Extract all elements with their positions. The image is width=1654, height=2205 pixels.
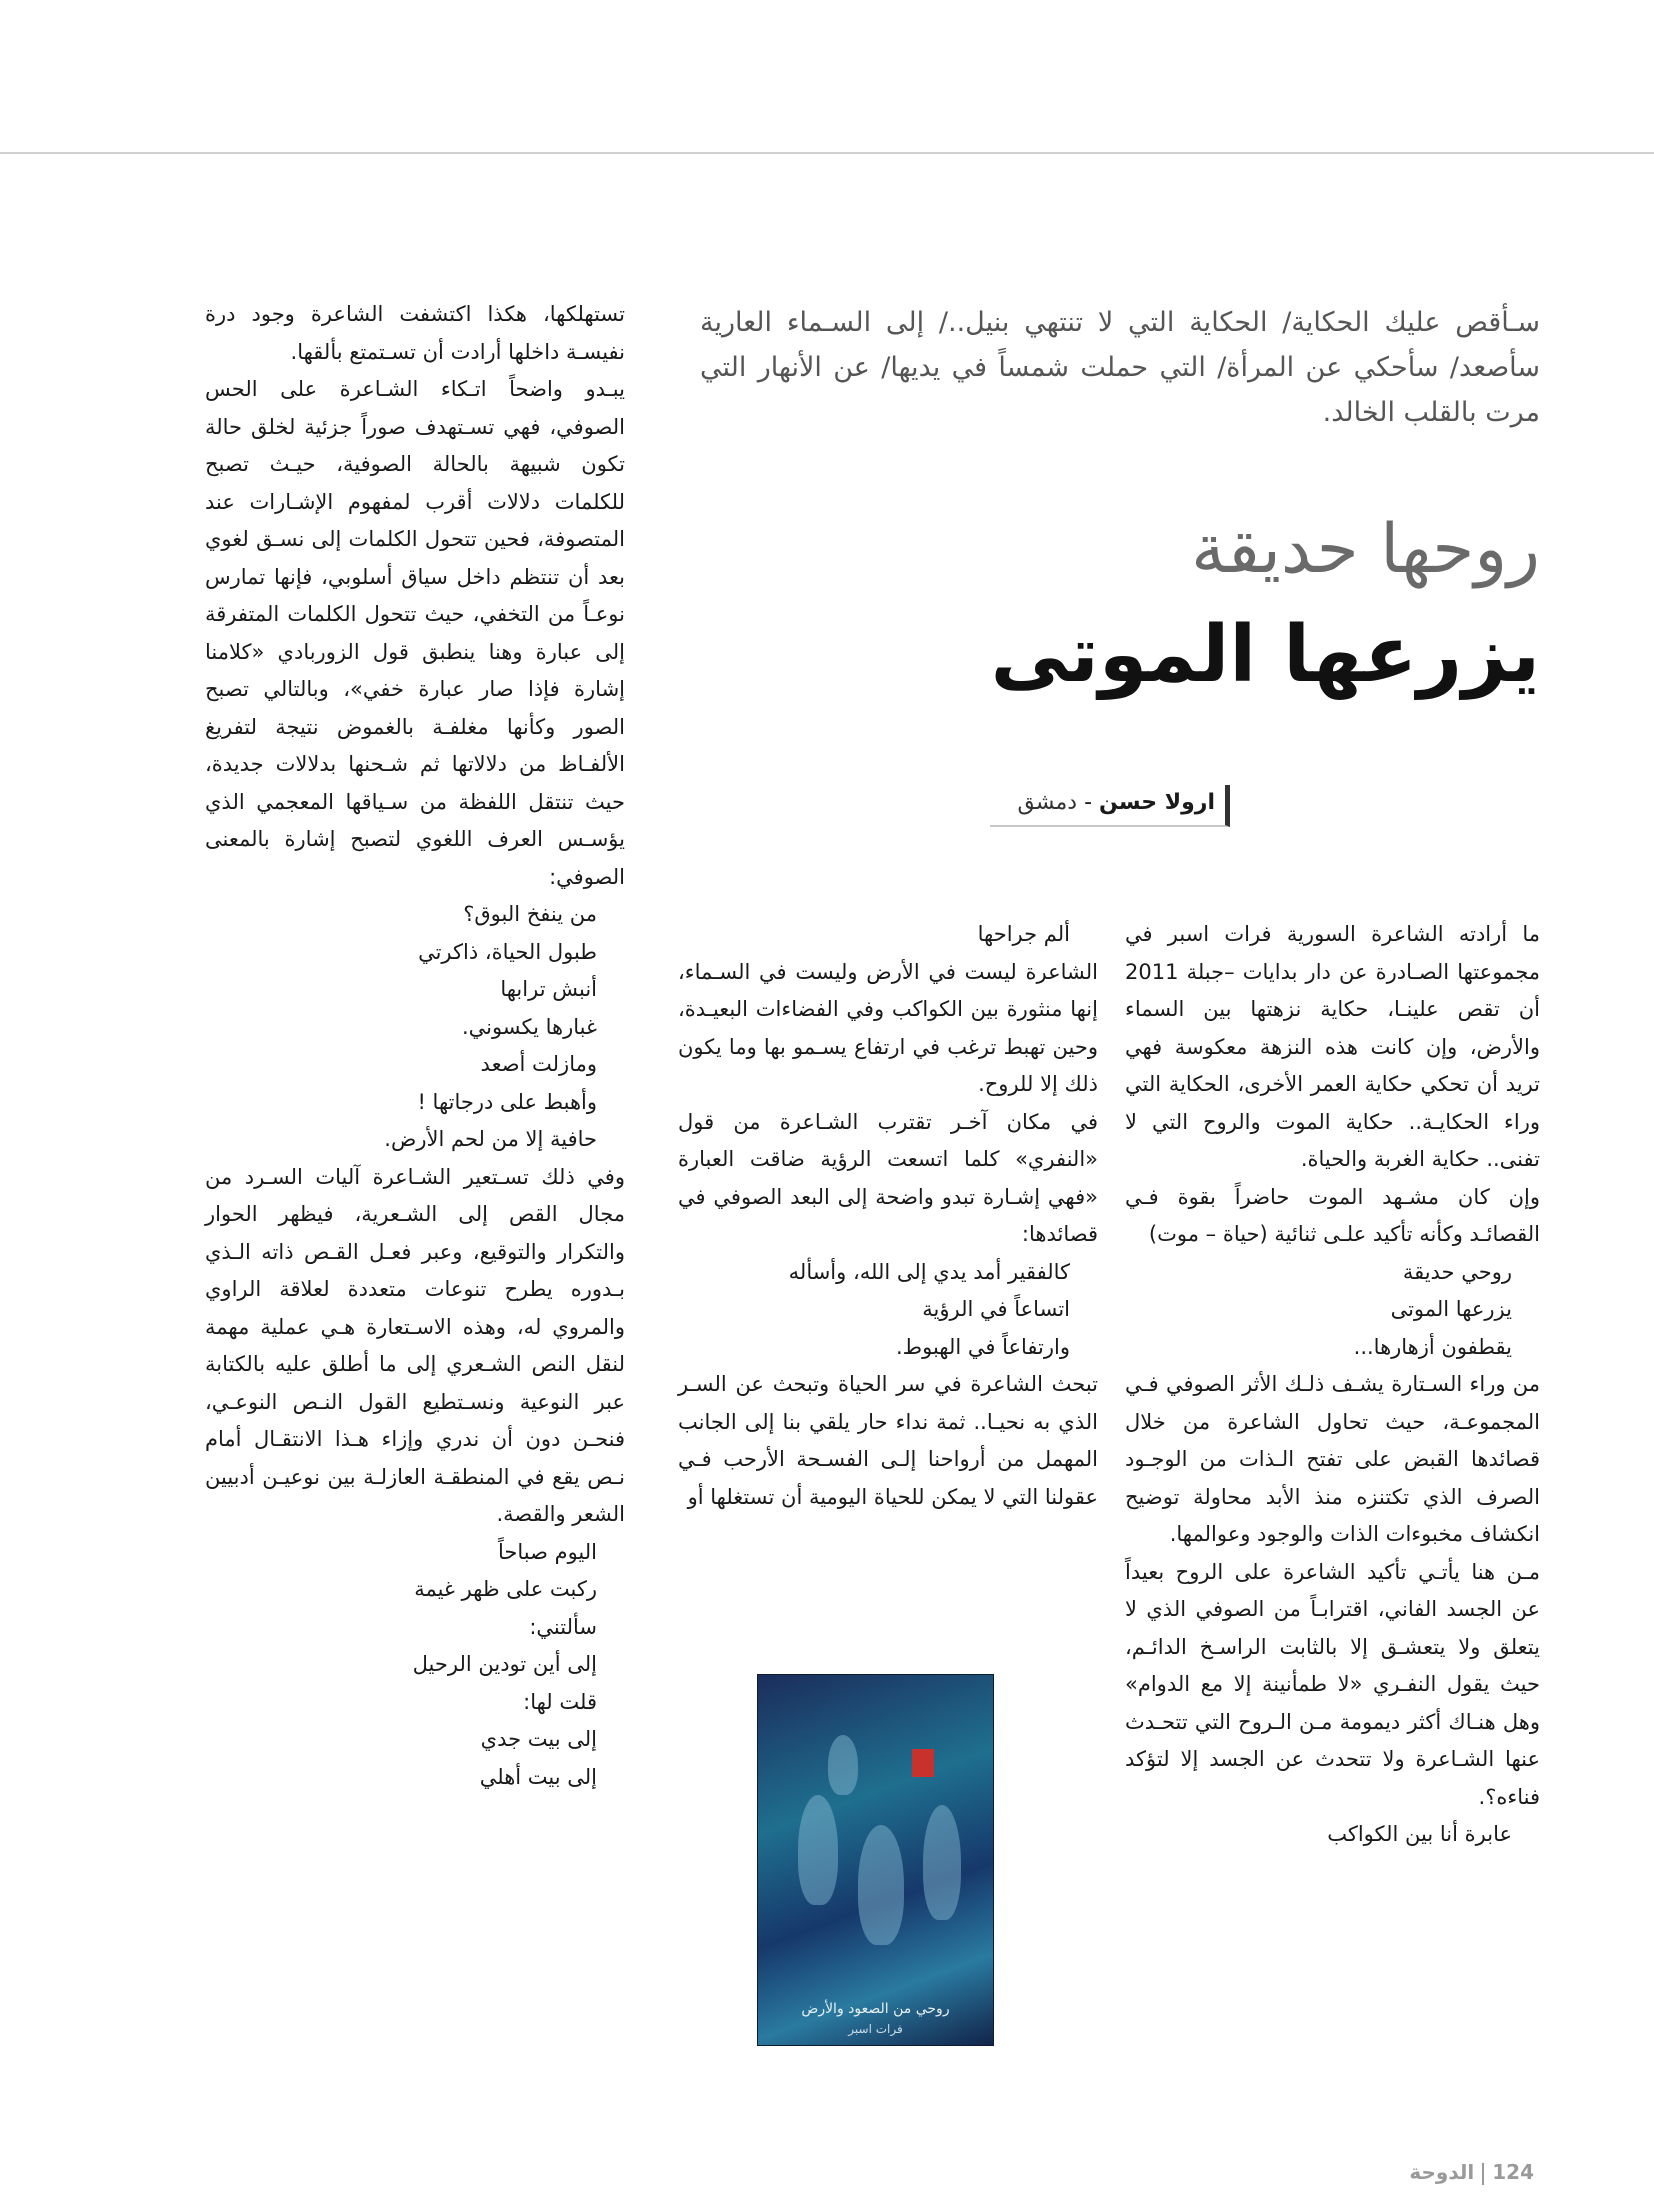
verse-line: يقطفون أزهارها... [1353, 1334, 1512, 1359]
verse-line: كالفقير أمد يدي إلى الله، وأسأله [788, 1259, 1070, 1284]
paragraph: تستهلكها، هكذا اكتشفت الشاعرة وجود درة نفيسـة داخلها أرادت أن تسـتمتع بألقها. [205, 302, 625, 364]
verse-line: اتساعاً في الرؤية [922, 1297, 1070, 1321]
verse-line: طبول الحياة، ذاكرتي [418, 939, 597, 964]
cover-figure [858, 1825, 904, 1945]
verse-line: غبارها يكسوني. [461, 1014, 597, 1039]
paragraph: الشاعرة ليست في الأرض وليست في السـماء، إنها منثورة بين الكواكب وفي الفضاءات البعيـدة، وحين تهبط ترغب في ارتفاع يسـمو بها وما يكون ذلك إلا للروح. [678, 959, 1098, 1096]
verse-line: حافية إلا من لحم الأرض. [384, 1127, 597, 1151]
author-city: دمشق [1017, 790, 1078, 815]
top-rule [0, 152, 1654, 154]
verse-line: سألتني: [529, 1614, 597, 1639]
verse-line: من ينفخ البوق؟ [463, 902, 597, 926]
verse-line: روحي حديقة [1402, 1259, 1512, 1284]
verse-line: أنبش ترابها [500, 977, 597, 1001]
title-line-1: روحها حديقة [1191, 510, 1540, 589]
paragraph: يبـدو واضحاً اتـكاء الشـاعرة على الحس الصوفي، فهي تسـتهدف صوراً جزئية لخلق حالة تكون شبيهة بالحالة الصوفية، حيـث تصبح للكلمات دلالات أقرب لمفهوم الإشـارات عند المتصوفة، فحين تتحول الكلمات إلى نسـق لغوي بعد أن تنتظم داخل سياق أسلوبي، فإنها تمارس نوعـاً من التخفي، حيث تتحول الكلمات المتفرقة إلى عبارة وهنا ينطبق قول الزوربادي «كلامنا إشارة فإذا صار عبارة خفي»، وبالتالي تصبح الصور وكأنها مغلفـة بالغموض نتيجة لتفريغ الألفـاظ من دلالاتها ثم شـحنها بدلالات جديدة، حيث تنتقل اللفظة من سـياقها المعجمي الذي يؤسـس العرف اللغوي لتصبح إشارة بالمعنى الصوفي: [205, 377, 625, 889]
column-left [205, 296, 625, 1796]
verse-line: ألم جراحها [977, 922, 1070, 946]
book-cover-image [757, 1674, 994, 2046]
paragraph: تبحث الشاعرة في سر الحياة وتبحث عن السـر الذي به نحيـا.. ثمة نداء حار يلقي بنا إلى الجانب المهمل من أرواحنا إلـى الفسـحة الأرحب فـي عقولنا التي لا يمكن للحياة اليومية أن تستغلها أو [678, 1372, 1098, 1509]
verse-line: ومازلت أصعد [480, 1052, 597, 1076]
byline [990, 785, 1230, 827]
article-title [980, 500, 1540, 710]
page-number: 124 [1492, 2160, 1534, 2184]
cover-red-mark [912, 1749, 934, 1777]
cover-figure [798, 1795, 838, 1905]
byline-separator: - [1077, 790, 1100, 815]
title-line-2: يزرعها الموتى [990, 610, 1540, 700]
cover-figure [828, 1735, 858, 1795]
cover-author: فرات اسبر [848, 2022, 903, 2036]
verse-line: يزرعها الموتى [1390, 1297, 1512, 1321]
paragraph: وإن كان مشـهد الموت حاضراً بقوة فـي القصائـد وكأنه تأكيد علـى ثنائية (حياة – موت) [1125, 1184, 1540, 1246]
footer-separator [1482, 2163, 1484, 2185]
cover-title: روحي من الصعود والأرض [801, 2001, 950, 2017]
verse-line: وارتفاعاً في الهبوط. [896, 1334, 1070, 1359]
author-name: ارولا حسن [1099, 790, 1215, 815]
magazine-name: الدوحة [1409, 2160, 1475, 2184]
verse-line: اليوم صباحاً [497, 1539, 597, 1564]
paragraph: من وراء السـتارة يشـف ذلـك الأثر الصوفي فـي المجموعـة، حيث تحاول الشاعرة من خلال قصائدها القبض على تفتح الـذات من الوجـود الصرف الذي تكتنزه منذ الأبد محاولة توضيح انكشاف مخبوءات الذات والوجود وعوالمها. [1125, 1372, 1540, 1546]
verse-line: وأهبط على درجاتها ! [417, 1089, 597, 1114]
verse-line: إلى بيت أهلي [479, 1764, 597, 1789]
verse-line: إلى أين تودين الرحيل [412, 1652, 597, 1676]
paragraph: في مكان آخـر تقترب الشـاعرة من قول «النفري» كلما اتسعت الرؤية ضاقت العبارة «فهي إشـارة تبدو واضحة إلى البعد الصوفي في قصائدها: [678, 1109, 1098, 1246]
column-middle [678, 916, 1098, 1516]
verse-line: ركبت على ظهر غيمة [414, 1577, 597, 1601]
intro-quote: سـأقص عليك الحكاية/ الحكاية التي لا تنتهي بنيل../ إلى السـماء العارية سأصعد/ سأحكي عن المرأة/ التي حملت شمساً في يديها/ عن الأنهار التي مرت بالقلب الخالد. [700, 307, 1540, 428]
page-footer [1380, 2157, 1534, 2187]
verse-line: إلى بيت جدي [480, 1727, 597, 1751]
paragraph: وفي ذلك تسـتعير الشـاعرة آليات السـرد من مجال القص إلى الشـعرية، فيظهر الحوار والتكرار والتوقيع، وعبر فعـل القـص ذاته الـذي بـدوره يطرح تنوعات متعددة لعلاقة الراوي والمروي له، وهذه الاسـتعارة هـي عملية مهمة لنقل النص الشـعري إلى ما أطلق عليه بالكتابة عبر النوعية ونسـتطيع القول النـص النوعـي، فنحـن دون أن ندري وإزاء هـذا الانتقـال أمام نـص يقع في المنطقـة العازلـة بين نوعيـن أدبيين الشعر والقصة. [205, 1164, 625, 1526]
verse-line: عابرة أنا بين الكواكب [1327, 1822, 1512, 1846]
verse-line: قلت لها: [523, 1689, 597, 1714]
column-right [1125, 916, 1540, 1854]
paragraph: مـن هنا يأتـي تأكيد الشاعرة على الروح بعيداً عن الجسد الفاني، اقترابـاً من الصوفي الذي لا يتعلق ولا يتعشـق إلا بالثابت الراسـخ الدائـم، حيث يقول النفـري «لا طمأنينة إلا مع الدوام» وهل هنـاك أكثر ديمومة مـن الـروح التي تتحـدث عنها الشـاعرة ولا تتحدث عن الجسد إلا لتؤكد فناءه؟. [1125, 1559, 1540, 1809]
paragraph: ما أرادته الشاعرة السورية فرات اسبر في مجموعتها الصـادرة عن دار بدايات –جبلة 2011 أن تقص علينـا، حكاية نزهتها بين السماء والأرض، وإن كانت هذه النزهة معكوسة فهي تريد أن تحكي حكاية العمر الأخرى، الحكاية التي وراء الحكايـة.. حكاية الموت والروح التي لا تفنى.. حكاية الغربة والحياة. [1125, 922, 1540, 1171]
cover-figure [923, 1805, 961, 1920]
